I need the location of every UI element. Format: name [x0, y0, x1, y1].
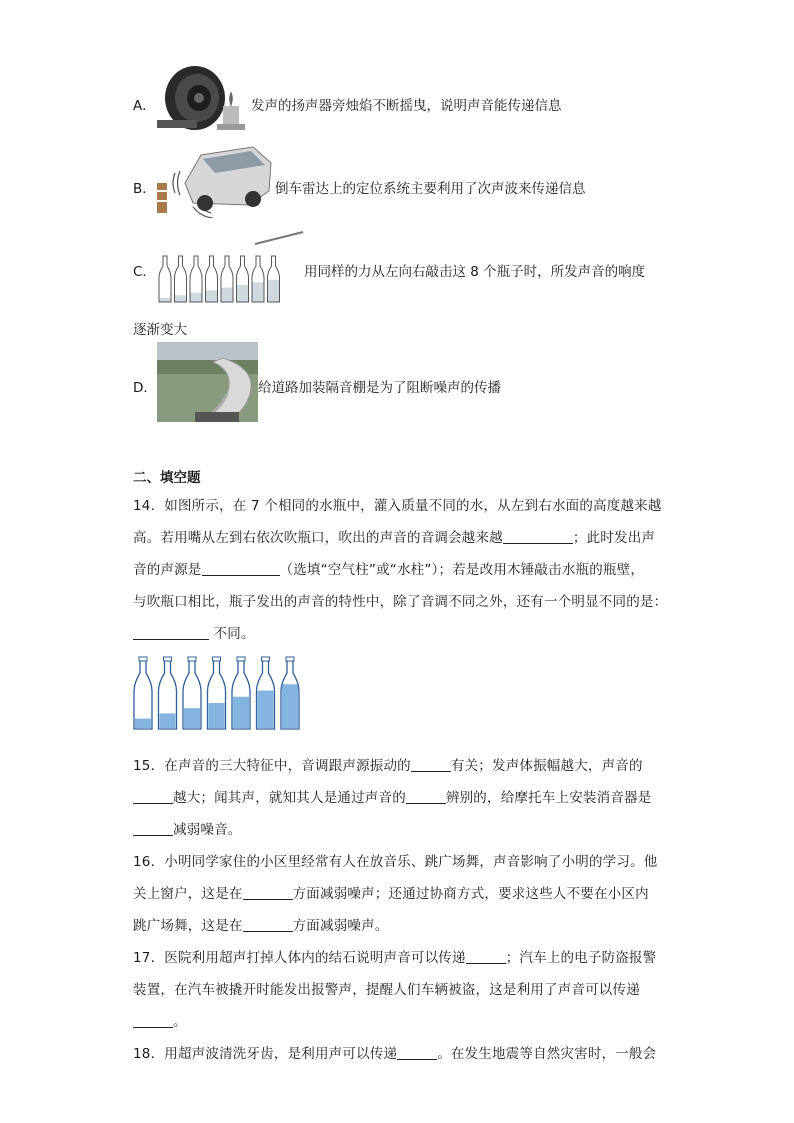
q17-line-1	[133, 946, 656, 966]
q15-blank-1[interactable]	[411, 757, 451, 772]
q15-line-3	[133, 818, 242, 838]
q17-line-1-b: ；汽车上的电子防盗报警	[505, 950, 657, 966]
sound-barrier-road-image	[157, 342, 258, 422]
water-bottle-1	[134, 657, 152, 729]
q14-line-2-a: 高。若用嘴从左到右依次吹瓶口，吹出的声音的音调会越来越	[133, 530, 503, 546]
water-bottle-5	[232, 657, 250, 729]
q14-line-5-b: 不同。	[209, 626, 255, 642]
bottle-6	[237, 256, 249, 302]
q17-line-2: 装置，在汽车被撬开时能发出报警声，提醒人们车辆被盗，这是利用了声音可以传递	[133, 982, 640, 998]
water-bottle-6	[257, 657, 275, 729]
option-d-letter: D．	[133, 380, 157, 396]
q14-line-3-b: （选填“空气柱”或“水柱”）；若是改用木锤敲击水瓶的瓶壁，	[279, 562, 645, 578]
option-a-letter: A．	[133, 98, 156, 114]
option-c-text-continued: 逐渐变大	[133, 322, 187, 338]
water-bottle-7	[281, 657, 299, 729]
option-d-text: 给道路加装隔音棚是为了阻断噪声的传播	[258, 380, 501, 396]
bottle-1	[159, 256, 171, 302]
q14-blank-2[interactable]	[202, 561, 280, 576]
q14-line-3-a: 音的声源是	[133, 562, 202, 578]
water-bottle-2	[159, 657, 177, 729]
option-b-text: 倒车雷达上的定位系统主要利用了次声波来传递信息	[275, 181, 586, 197]
bottle-5	[221, 256, 233, 302]
water-bottle-3	[183, 657, 201, 729]
q18-line-1-a: 18．用超声波清洗牙齿，是利用声可以传递	[133, 1046, 398, 1062]
q16-line-2-b: 方面减弱噪声；还通过协商方式，要求这些人不要在小区内	[292, 886, 649, 902]
option-a-text: 发声的扬声器旁烛焰不断摇曳，说明声音能传递信息	[251, 98, 562, 114]
q16-line-3	[133, 914, 389, 934]
eight-bottles-image	[155, 228, 305, 306]
q16-line-3-b: 方面减弱噪声。	[292, 918, 389, 934]
speaker-candle-image	[157, 62, 247, 134]
bottle-4	[206, 256, 218, 302]
q18-line-1-b: 。在发生地震等自然灾害时，一般会	[437, 1046, 657, 1062]
seven-water-bottles-image	[130, 655, 310, 733]
water-bottle-4	[208, 657, 226, 729]
q17-blank-1[interactable]	[466, 949, 506, 964]
q17-blank-2[interactable]	[133, 1013, 173, 1028]
q14-line-1: 14．如图所示，在 7 个相同的水瓶中，灌入质量不同的水，从左到右水面的高度越来越	[133, 498, 662, 514]
q15-line-1	[133, 754, 643, 774]
q15-blank-3[interactable]	[406, 789, 446, 804]
q14-line-2-b: ；此时发出声	[572, 530, 656, 546]
q14-line-2	[133, 526, 655, 546]
q15-line-1-b: 有关；发声体振幅越大，声音的	[450, 758, 643, 774]
option-c-text: 用同样的力从左向右敲击这 8 个瓶子时，所发声音的响度	[304, 264, 646, 280]
reversing-car-image	[153, 143, 275, 218]
q17-line-1-a: 17．医院利用超声打掉人体内的结石说明声音可以传递	[133, 950, 466, 966]
q15-line-2-a: 越大；闻其声，就知其人是通过声音的	[173, 790, 406, 806]
q15-line-3-b: 减弱噪音。	[173, 822, 242, 838]
q17-line-3-b: 。	[173, 1014, 187, 1030]
bottle-7	[252, 256, 264, 302]
q14-line-3	[133, 558, 644, 578]
q16-blank-2[interactable]	[243, 917, 293, 932]
option-b-letter: B．	[133, 181, 156, 197]
bottle-8	[268, 256, 280, 302]
q15-line-2	[133, 786, 651, 806]
q16-line-2-a: 关上窗户，这是在	[133, 886, 243, 902]
q15-line-1-a: 15．在声音的三大特征中，音调跟声源振动的	[133, 758, 411, 774]
q15-blank-4[interactable]	[133, 821, 173, 836]
bottle-3	[190, 256, 202, 302]
q14-line-4: 与吹瓶口相比，瓶子发出的声音的特性中，除了音调不同之外，还有一个明显不同的是：	[133, 594, 668, 610]
q18-blank-1[interactable]	[397, 1045, 437, 1060]
q16-blank-1[interactable]	[243, 885, 293, 900]
q18-line-1	[133, 1042, 656, 1062]
q16-line-3-a: 跳广场舞，这是在	[133, 918, 243, 934]
q14-blank-3[interactable]	[133, 625, 209, 640]
bottle-2	[175, 256, 187, 302]
q14-blank-1[interactable]	[503, 529, 573, 544]
q15-line-2-b: 辨别的，给摩托车上安装消音器是	[445, 790, 652, 806]
q17-line-3	[133, 1010, 187, 1030]
q14-line-5	[133, 622, 255, 642]
q16-line-2	[133, 882, 649, 902]
q16-line-1: 16．小明同学家住的小区里经常有人在放音乐、跳广场舞，声音影响了小明的学习。他	[133, 854, 658, 870]
q15-blank-2[interactable]	[133, 789, 173, 804]
section-title-fill-in: 二、填空题	[133, 470, 201, 486]
option-c-letter: C．	[133, 264, 156, 280]
